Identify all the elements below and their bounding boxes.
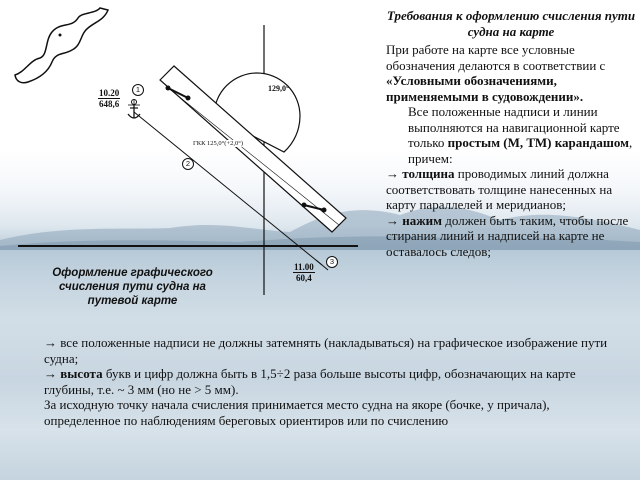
diagram-caption: Оформление графического счисления пути судна на путевой карте: [52, 267, 213, 307]
log-1: 648,6: [99, 99, 120, 109]
marker-3: 3: [326, 256, 338, 268]
bullet-thickness: → толщина проводимых линий должна соответствовать толщине нанесенных на карту параллелей и меридианов;: [386, 166, 613, 212]
bullet-pressure: → нажим должен быть таким, чтобы после стирания линий и надписей на карте не оставалось следов;: [386, 212, 629, 259]
paragraph-1: При работе на карте все условные обозначения делаются в соответствии с «Условными обозначениями, применяемыми в судовождении».: [386, 42, 606, 104]
conventions-name: «Условными обозначениями, применяемыми в судовождении».: [386, 73, 584, 104]
course-label: 129,0°: [268, 84, 290, 93]
time-1: 10.20: [99, 88, 120, 98]
requirements-panel: [386, 8, 636, 259]
requirements-title: Требования к оформлению счисления пути судна на карте: [386, 8, 636, 39]
time-2: 11.00: [294, 262, 314, 272]
coastline: [15, 8, 108, 83]
paragraph-2: Все положенные надписи и линии выполняются на навигационной карте только простым (М, ТМ) карандашом, причем:: [408, 104, 633, 166]
log-2: 60,4: [296, 273, 312, 283]
position-label-2: [293, 262, 315, 283]
position-label-1: [98, 88, 120, 109]
marker-2: 2: [182, 158, 194, 170]
chart-diagram: [0, 0, 385, 310]
bottom-line-2: → высота букв и цифр должна быть в 1,5÷2 раза больше высоты цифр, обозначающих на карте глубины, т.е. ~ 3 мм (но не > 5 мм).: [44, 366, 576, 397]
marker-1: 1: [132, 84, 144, 96]
pencil-type: простым (М, ТМ) карандашом: [447, 135, 629, 150]
bottom-line-3: За исходную точку начала счисления принимается место судна на якоре (бочке, у причала), определенное по наблюдениям береговых ориентиров или по счислению: [44, 397, 550, 428]
course-annotation: ГКК 125,0°(+2,0°): [193, 140, 243, 147]
bottom-line-1: → все положенные надписи не должны затемнять (накладываться) на графическое изображение пути судна;: [44, 335, 608, 366]
bottom-text: [44, 335, 624, 428]
